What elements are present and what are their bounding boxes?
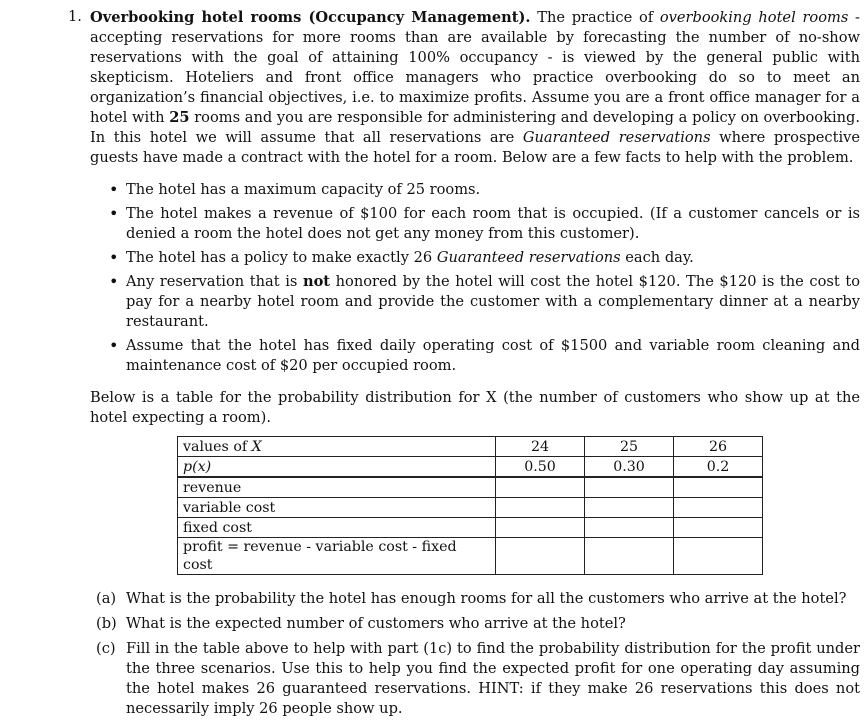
part-c — [96, 639, 860, 719]
empty-cell[interactable] — [674, 518, 763, 538]
fact-capacity-text: The hotel has a maximum capacity of 25 rooms. — [126, 181, 481, 198]
profit-label-cell: profit = revenue - variable cost - fixed cost — [178, 538, 496, 575]
problem-1 — [68, 8, 860, 724]
probability-table — [177, 436, 763, 575]
intro-part-1: The practice of — [530, 9, 660, 26]
question-parts — [68, 589, 860, 719]
p-value-cell: 0.30 — [585, 457, 674, 478]
problem-intro — [90, 8, 860, 168]
fact-costs — [126, 336, 860, 376]
table-row-x — [178, 437, 763, 457]
x-value-cell: 25 — [585, 437, 674, 457]
empty-cell[interactable] — [674, 498, 763, 518]
fact-policy-text-a: The hotel has a policy to make exactly 26 — [126, 249, 437, 266]
fact-policy — [126, 248, 860, 268]
part-c-marker: (c) — [96, 640, 116, 657]
intro-italic-guaranteed: Guaranteed reservations — [522, 129, 711, 146]
fact-penalty-text-b: honored by the hotel will cost the hotel $120. The $120 is the cost to pay for a nearby hotel room and provide the customer with a complementary dinner at a nearby restaurant. — [126, 273, 860, 330]
fact-penalty — [126, 272, 860, 332]
part-a — [96, 589, 860, 609]
p-value-cell: 0.50 — [496, 457, 585, 478]
x-label-text: values of — [183, 438, 252, 455]
empty-cell[interactable] — [674, 538, 763, 575]
empty-cell[interactable] — [585, 538, 674, 575]
empty-cell[interactable] — [585, 498, 674, 518]
part-b — [96, 614, 860, 634]
table-row-p — [178, 457, 763, 478]
intro-italic-overbooking: overbooking hotel rooms — [659, 9, 849, 26]
empty-cell[interactable] — [585, 518, 674, 538]
part-c-text: Fill in the table above to help with part (1c) to find the probability distribution for the profit under the three scenarios. Use this to help you find the expected profit for one operating day assuming the hotel makes 26 guaranteed reservations. HINT: if they make 26 reservations this does not necessarily imply 26 people show up. — [126, 640, 860, 717]
fixed-cost-label-cell: fixed cost — [178, 518, 496, 538]
fact-costs-text: Assume that the hotel has fixed daily operating cost of $1500 and variable room cleaning and maintenance cost of $20 per occupied room. — [126, 337, 860, 374]
table-row-profit — [178, 538, 763, 575]
empty-cell[interactable] — [674, 477, 763, 498]
part-a-text: What is the probability the hotel has enough rooms for all the customers who arrive at the hotel? — [126, 590, 847, 607]
empty-cell[interactable] — [496, 538, 585, 575]
fact-revenue-text: The hotel makes a revenue of $100 for each room that is occupied. (If a customer cancels or is denied a room the hotel does not get any money from this customer). — [126, 205, 860, 242]
empty-cell[interactable] — [496, 518, 585, 538]
intro-part-4: where prospective guests have made a contract with the hotel for a room. Below are a few facts to help with the problem. — [90, 129, 861, 166]
fact-penalty-bold: not — [302, 273, 331, 290]
x-label-cell — [178, 437, 496, 457]
problem-number: 1. — [68, 8, 82, 25]
empty-cell[interactable] — [585, 477, 674, 498]
problem-title: Overbooking hotel rooms (Occupancy Management). — [90, 9, 531, 26]
intro-bold-rooms: 25 — [169, 109, 190, 126]
empty-cell[interactable] — [496, 477, 585, 498]
part-b-text: What is the expected number of customers who arrive at the hotel? — [126, 615, 626, 632]
intro-part-2: - accepting reservations for more rooms than are available by forecasting the number of no-show reservations with the goal of attaining 100% occupancy - is viewed by the general public with skepticism. Hoteliers and front office managers who practice overbooking do so to meet an organization’s financial objectives, i.e. to maximize profits. Assume you are a front office manager for a hotel with — [90, 9, 860, 126]
fact-revenue — [126, 204, 860, 244]
fact-penalty-text-a: Any reservation that is — [126, 273, 303, 290]
p-label-cell: p(x) — [178, 457, 496, 478]
p-value-cell: 0.2 — [674, 457, 763, 478]
fact-capacity — [126, 180, 860, 200]
fact-policy-text-b: each day. — [620, 249, 694, 266]
part-b-marker: (b) — [96, 615, 117, 632]
x-value-cell: 24 — [496, 437, 585, 457]
intro-part-3: rooms and you are responsible for administering and developing a policy on overbooking. In this hotel we will assume that all reservations are — [90, 109, 860, 146]
revenue-label-cell: revenue — [178, 477, 496, 498]
table-intro: Below is a table for the probability distribution for X (the number of customers who show up at the hotel expecting a room). — [90, 389, 860, 426]
part-a-marker: (a) — [96, 590, 117, 607]
variable-cost-label-cell: variable cost — [178, 498, 496, 518]
table-row-revenue — [178, 477, 763, 498]
facts-list — [68, 180, 860, 376]
fact-policy-italic: Guaranteed reservations — [436, 249, 621, 266]
table-row-fixed-cost — [178, 518, 763, 538]
empty-cell[interactable] — [496, 498, 585, 518]
x-label-var: X — [251, 438, 262, 455]
x-value-cell: 26 — [674, 437, 763, 457]
table-row-variable-cost — [178, 498, 763, 518]
